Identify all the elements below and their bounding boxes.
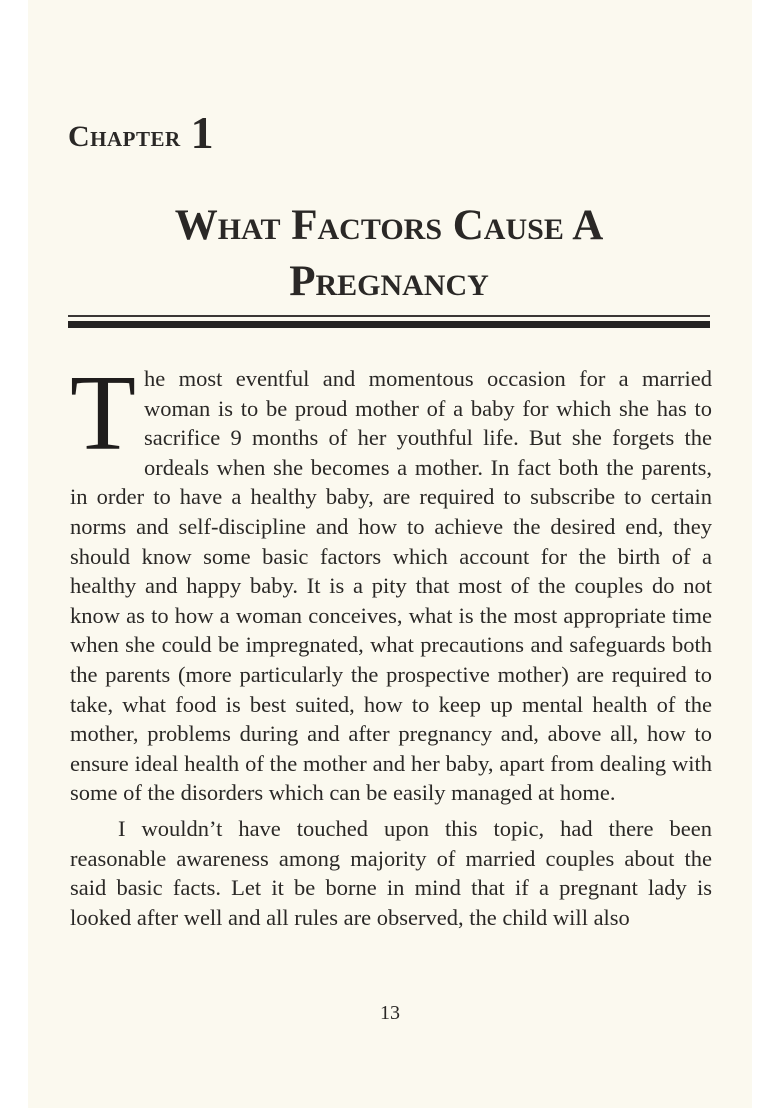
chapter-title-line-1: What Factors Cause A <box>174 202 604 249</box>
chapter-word: Chapter <box>68 120 181 153</box>
body-text <box>70 354 712 932</box>
paragraph-1-text: he most eventful and momentous occasion for a married woman is to be proud mother of a baby for which she has to sacrifice 9 months of her youthful life. But she forgets the ordeals when she becomes a mother. In fact both the parents, in order to have a healthy baby, are required to subscribe to certain norms and self-discipline and how to achieve the desired end, they should know some basic factors which account for the birth of a healthy and happy baby. It is a pity that most of the couples do not know as to how a woman conceives, what is the most appropriate time when she could be impregnated, what precautions and safeguards both the parents (more particularly the prospective mother) are required to take, what food is best suited, how to keep up mental health of the mother, problems during and after pregnancy and, above all, how to ensure ideal health of the mother and her baby, apart from dealing with some of the disorders which can be easily managed at home. <box>70 366 712 806</box>
chapter-label <box>68 104 214 157</box>
chapter-title-line-2: Pregnancy <box>289 258 489 305</box>
chapter-title <box>68 198 710 310</box>
paragraph-2: I wouldn’t have touched upon this topic, had there been reasonable awareness among majority of married couples about the said basic facts. Let it be borne in mind that if a pregnant lady is looked after well and all rules are observed, the child will also <box>70 815 712 930</box>
title-rule-thick <box>68 321 710 328</box>
title-rule-thin <box>68 315 710 317</box>
book-page <box>28 0 752 1108</box>
chapter-number: 1 <box>190 107 215 158</box>
page-number: 13 <box>380 1002 400 1024</box>
paragraph-1 <box>70 354 712 808</box>
drop-cap: T <box>70 354 136 473</box>
